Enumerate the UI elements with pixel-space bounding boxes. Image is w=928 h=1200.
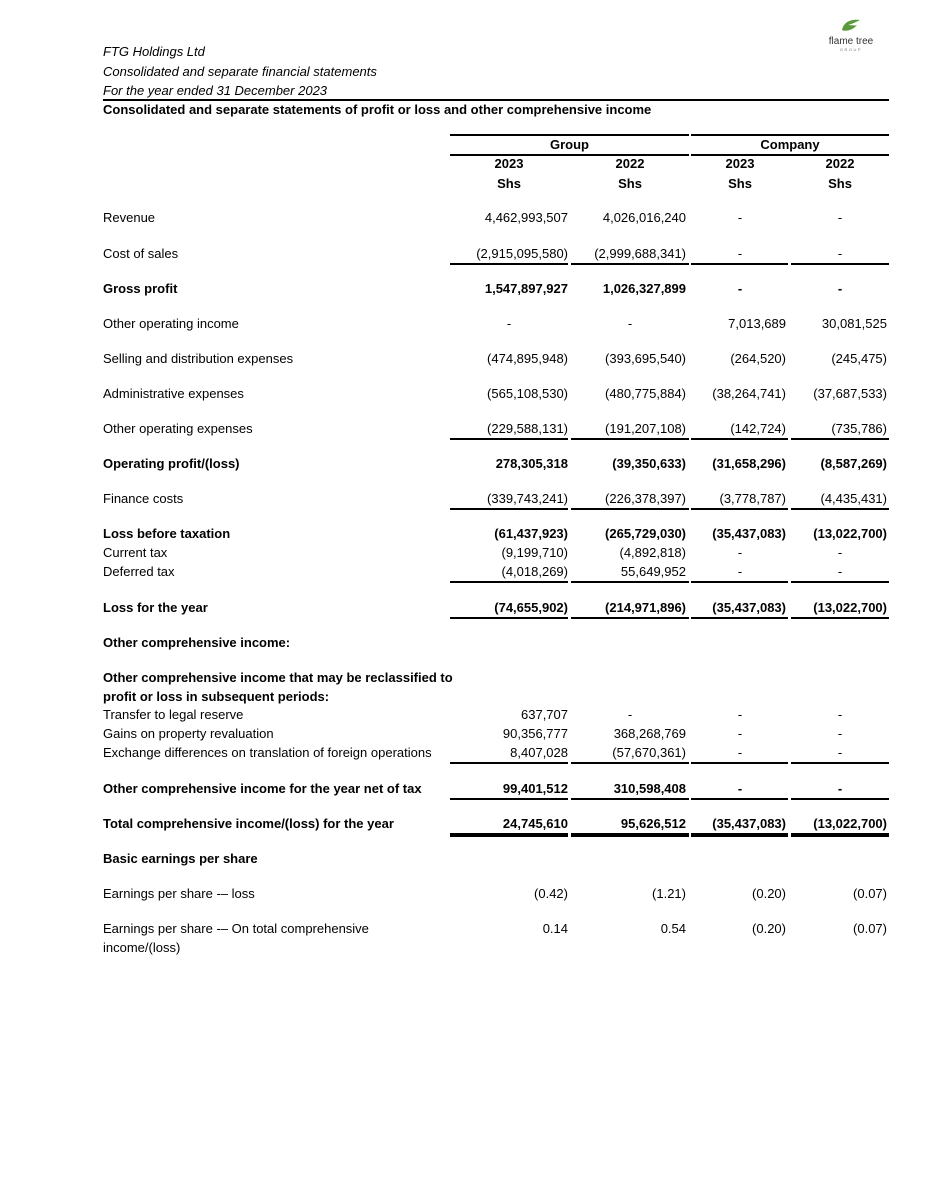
row-value: (0.42) [534, 886, 568, 901]
row-value: (57,670,361) [612, 745, 686, 760]
row-underline [691, 508, 788, 510]
row-underline [571, 798, 689, 800]
row-value: (4,018,269) [501, 564, 568, 579]
row-underline [450, 762, 568, 764]
row-value: - [837, 210, 843, 225]
row-value: 4,026,016,240 [602, 210, 686, 225]
row-value: (39,350,633) [612, 456, 686, 471]
company-top-rule [691, 134, 889, 136]
row-underline [450, 438, 568, 440]
row-value: (37,687,533) [813, 386, 887, 401]
row-label: Total comprehensive income/(loss) for the year [103, 816, 394, 831]
row-label: Other comprehensive income for the year net of tax [103, 781, 422, 796]
row-value: 30,081,525 [821, 316, 887, 331]
row-value: - [837, 726, 843, 741]
row-value: (245,475) [831, 351, 887, 366]
row-value: - [737, 726, 743, 741]
row-value: 637,707 [521, 707, 568, 722]
row-value: (0.20) [752, 886, 786, 901]
row-value: - [837, 281, 843, 296]
row-value: (339,743,241) [487, 491, 568, 506]
row-label: Gross profit [103, 281, 178, 296]
row-value: (0.07) [853, 886, 887, 901]
row-underline [450, 833, 568, 837]
row-value: (480,775,884) [605, 386, 686, 401]
row-value: - [737, 281, 743, 296]
row-underline [571, 833, 689, 837]
row-value: - [737, 545, 743, 560]
row-value: - [837, 246, 843, 261]
statement-subtitle: Consolidated and separate financial statements [103, 64, 377, 79]
column-year: 2022 [615, 156, 645, 171]
row-underline [691, 438, 788, 440]
row-value: (0.07) [853, 921, 887, 936]
row-value: - [737, 781, 743, 796]
row-label: Selling and distribution expenses [103, 351, 294, 366]
company-header: Company [760, 137, 820, 152]
row-label: Transfer to legal reserve [103, 707, 244, 722]
row-value: 0.54 [660, 921, 686, 936]
row-value: 310,598,408 [613, 781, 686, 796]
row-underline [571, 263, 689, 265]
column-currency: Shs [497, 176, 521, 191]
row-underline [791, 508, 889, 510]
statement-period: For the year ended 31 December 2023 [103, 83, 328, 98]
row-label: Current tax [103, 545, 168, 560]
row-value: 99,401,512 [502, 781, 568, 796]
row-value: (191,207,108) [605, 421, 686, 436]
row-value: (393,695,540) [605, 351, 686, 366]
row-value: - [837, 564, 843, 579]
row-underline [571, 508, 689, 510]
row-value: (565,108,530) [487, 386, 568, 401]
row-label: Other operating income [103, 316, 239, 331]
row-value: 55,649,952 [620, 564, 686, 579]
flame-tree-logo: flame tree GROUP [826, 18, 876, 52]
row-label: Revenue [103, 210, 156, 225]
row-label: profit or loss in subsequent periods: [103, 689, 330, 704]
row-underline [691, 617, 788, 619]
row-value: (265,729,030) [605, 526, 686, 541]
row-value: (35,437,083) [712, 526, 786, 541]
row-value: (2,915,095,580) [476, 246, 568, 261]
row-underline [450, 798, 568, 800]
row-value: (61,437,923) [494, 526, 568, 541]
column-currency: Shs [728, 176, 752, 191]
row-value: 4,462,993,507 [484, 210, 568, 225]
row-label: Deferred tax [103, 564, 175, 579]
row-value: (13,022,700) [813, 526, 887, 541]
row-value: - [737, 210, 743, 225]
row-value: - [737, 707, 743, 722]
row-underline [791, 798, 889, 800]
statement-title: Consolidated and separate statements of profit or loss and other comprehensive income [103, 102, 652, 117]
row-value: (1.21) [652, 886, 686, 901]
column-currency: Shs [828, 176, 852, 191]
row-underline [791, 438, 889, 440]
row-label: Operating profit/(loss) [103, 456, 240, 471]
row-value: (74,655,902) [494, 600, 568, 615]
row-value: 7,013,689 [728, 316, 786, 331]
row-value: (38,264,741) [712, 386, 786, 401]
row-value: - [737, 564, 743, 579]
company-name: FTG Holdings Ltd [103, 44, 205, 59]
row-underline [691, 833, 788, 837]
row-label: Exchange differences on translation of foreign operations [103, 745, 432, 760]
row-value: - [837, 781, 843, 796]
row-label: Loss for the year [103, 600, 208, 615]
row-value: - [837, 745, 843, 760]
row-value: (13,022,700) [813, 816, 887, 831]
row-value: 95,626,512 [620, 816, 686, 831]
row-underline [691, 762, 788, 764]
row-value: (4,435,431) [820, 491, 887, 506]
row-value: - [837, 545, 843, 560]
row-label: Finance costs [103, 491, 184, 506]
row-value: (735,786) [831, 421, 887, 436]
row-label: Administrative expenses [103, 386, 244, 401]
row-label: Earnings per share -– On total comprehensive [103, 921, 369, 936]
row-underline [691, 798, 788, 800]
row-label: Other operating expenses [103, 421, 253, 436]
row-value: 1,547,897,927 [484, 281, 568, 296]
row-underline [791, 581, 889, 583]
row-value: (2,999,688,341) [594, 246, 686, 261]
row-underline [571, 617, 689, 619]
row-value: 8,407,028 [510, 745, 568, 760]
row-underline [450, 581, 568, 583]
group-header: Group [550, 137, 589, 152]
row-value: 24,745,610 [502, 816, 568, 831]
column-year: 2022 [825, 156, 855, 171]
column-year: 2023 [494, 156, 524, 171]
row-label: income/(loss) [103, 940, 181, 955]
row-value: (13,022,700) [813, 600, 887, 615]
row-value: (3,778,787) [719, 491, 786, 506]
row-underline [450, 508, 568, 510]
row-value: (4,892,818) [619, 545, 686, 560]
row-underline [691, 263, 788, 265]
row-label: Cost of sales [103, 246, 179, 261]
row-underline [791, 263, 889, 265]
row-value: 368,268,769 [613, 726, 686, 741]
row-value: (264,520) [730, 351, 786, 366]
row-label: Earnings per share -– loss [103, 886, 255, 901]
row-value: (226,378,397) [605, 491, 686, 506]
row-underline [791, 833, 889, 837]
row-value: (35,437,083) [712, 816, 786, 831]
row-value: (474,895,948) [487, 351, 568, 366]
row-underline [571, 762, 689, 764]
row-value: (35,437,083) [712, 600, 786, 615]
row-underline [450, 263, 568, 265]
row-value: - [737, 745, 743, 760]
leaf-icon [840, 18, 862, 32]
row-value: 278,305,318 [495, 456, 568, 471]
row-value: (9,199,710) [501, 545, 568, 560]
header-rule [103, 99, 889, 101]
row-value: (142,724) [730, 421, 786, 436]
row-value: - [627, 316, 633, 331]
column-year: 2023 [725, 156, 755, 171]
row-value: 90,356,777 [502, 726, 568, 741]
row-value: (31,658,296) [712, 456, 786, 471]
row-underline [571, 438, 689, 440]
column-currency: Shs [618, 176, 642, 191]
row-value: (8,587,269) [820, 456, 887, 471]
row-underline [791, 617, 889, 619]
row-value: - [627, 707, 633, 722]
row-label: Gains on property revaluation [103, 726, 274, 741]
row-value: - [737, 246, 743, 261]
row-underline [450, 617, 568, 619]
row-label: Loss before taxation [103, 526, 231, 541]
row-value: (229,588,131) [487, 421, 568, 436]
row-label: Basic earnings per share [103, 851, 258, 866]
group-top-rule [450, 134, 689, 136]
row-value: - [506, 316, 512, 331]
row-value: (0.20) [752, 921, 786, 936]
row-underline [571, 581, 689, 583]
row-value: 1,026,327,899 [602, 281, 686, 296]
row-label: Other comprehensive income: [103, 635, 291, 650]
row-value: (214,971,896) [605, 600, 686, 615]
row-value: - [837, 707, 843, 722]
row-underline [791, 762, 889, 764]
row-value: 0.14 [542, 921, 568, 936]
row-underline [691, 581, 788, 583]
row-label: Other comprehensive income that may be reclassified to [103, 670, 453, 685]
